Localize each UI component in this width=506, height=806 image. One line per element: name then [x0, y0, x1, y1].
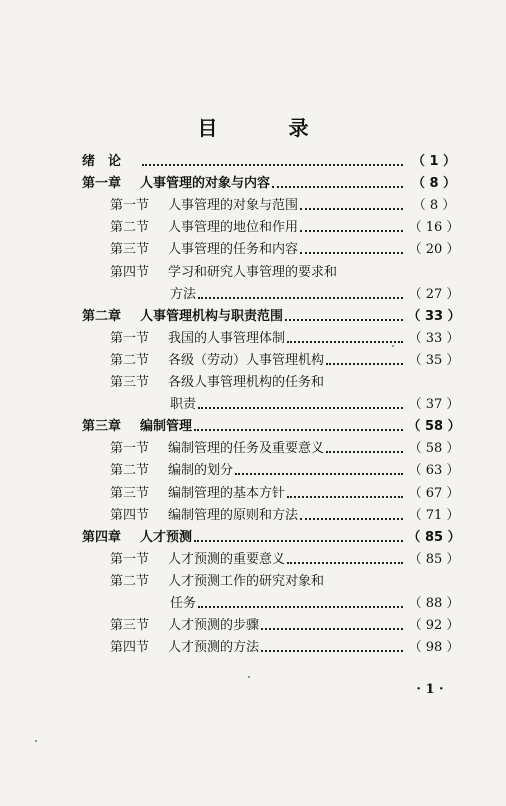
toc-entry-title: 各级（劳动）人事管理机构 [168, 353, 325, 368]
toc-entry-title: 编制管理 [140, 419, 193, 434]
toc-chapter-row [82, 172, 463, 194]
toc-entry-title: 职责 [170, 397, 197, 412]
toc-entry-title: 人才预测的重要意义 [168, 552, 286, 567]
toc-section-row [110, 238, 463, 260]
toc-section-row [110, 371, 463, 393]
toc-entry-number: 第二节 [110, 220, 150, 235]
toc-dot-leader [285, 311, 403, 321]
toc-dot-leader [300, 200, 403, 210]
toc-dot-leader [300, 222, 403, 232]
toc-entry-number: 第二节 [110, 353, 150, 368]
toc-entry-number: 第三节 [110, 375, 150, 390]
toc-dot-leader [198, 289, 403, 299]
page-title: 目 录 [197, 116, 341, 140]
toc-section-row [110, 437, 463, 459]
toc-page-number: （ 63 ） [408, 463, 460, 478]
toc-page-number: （ 37 ） [408, 397, 460, 412]
toc-dot-leader [300, 510, 403, 520]
toc-page-number: （ 58 ） [407, 419, 461, 434]
toc-dot-leader [287, 554, 403, 564]
toc-entry-title: 编制管理的任务及重要意义 [168, 441, 325, 456]
toc-section-row [110, 216, 463, 238]
toc-entry-title: 人才预测的步骤 [168, 618, 260, 633]
toc-chapter-row [82, 415, 463, 437]
toc-entry-number: 第一章 [82, 176, 122, 191]
toc-section-row [110, 194, 463, 216]
toc-page-number: （ 8 ） [411, 176, 457, 191]
toc-page-number: （ 85 ） [408, 552, 460, 567]
toc-dot-leader [194, 532, 403, 542]
toc-section-row [110, 459, 463, 481]
toc-dot-leader [326, 355, 403, 365]
toc-dot-leader [326, 443, 403, 453]
toc-page-number: （ 33 ） [408, 331, 460, 346]
page-folio: · 1 · [416, 682, 444, 697]
toc-entry-title: 编制管理的基本方针 [168, 486, 286, 501]
toc-dot-leader [287, 488, 403, 498]
toc-chapter-row [82, 526, 463, 548]
toc-section-row [110, 261, 463, 283]
toc-dot-leader [300, 244, 403, 254]
toc-entry-number: 绪 论 [82, 154, 122, 169]
toc-section-row [110, 482, 463, 504]
toc-page-number: （ 16 ） [408, 220, 460, 235]
toc-entry-title: 人事管理的地位和作用 [168, 220, 299, 235]
toc-entry-number: 第一节 [110, 441, 150, 456]
toc-entry-title: 方法 [170, 287, 197, 302]
print-speck [392, 345, 394, 347]
toc-continuation-row [170, 393, 463, 415]
toc-dot-leader [235, 465, 403, 475]
toc-page-number: （ 58 ） [408, 441, 460, 456]
toc-entry-title: 人才预测的方法 [168, 640, 260, 655]
toc-entry-title: 人才预测工作的研究对象和 [168, 574, 325, 589]
toc-section-row [110, 636, 463, 658]
toc-entry-number: 第四节 [110, 640, 150, 655]
toc-section-row [110, 548, 463, 570]
toc-entry-title: 各级人事管理机构的任务和 [168, 375, 325, 390]
toc-dot-leader [198, 399, 403, 409]
toc-section-row [110, 570, 463, 592]
toc-continuation-row [170, 283, 463, 305]
toc-dot-leader [272, 178, 403, 188]
toc-entry-title: 人才预测 [140, 530, 193, 545]
toc-entry-number: 第四节 [110, 508, 150, 523]
toc-entry-number: 第二章 [82, 309, 122, 324]
toc-entry-number: 第三章 [82, 419, 122, 434]
toc-continuation-row [170, 592, 463, 614]
toc-entry-title: 编制的划分 [168, 463, 234, 478]
toc-entry-title: 任务 [170, 596, 197, 611]
toc-entry-number: 第四章 [82, 530, 122, 545]
toc-entry-number: 第四节 [110, 265, 150, 280]
toc-entry-number: 第二节 [110, 574, 150, 589]
toc-chapter-row [82, 305, 463, 327]
toc-page-number: （ 1 ） [411, 154, 457, 169]
toc-entry-number: 第三节 [110, 486, 150, 501]
toc-page-number: （ 85 ） [407, 530, 461, 545]
toc-entry-title: 人事管理的对象与内容 [140, 176, 271, 191]
toc-section-row [110, 504, 463, 526]
toc-dot-leader [194, 421, 403, 431]
toc-entry-number: 第一节 [110, 552, 150, 567]
toc-entry-title: 编制管理的原则和方法 [168, 508, 299, 523]
toc-entry-number: 第三节 [110, 618, 150, 633]
toc-page-number: （ 33 ） [407, 309, 461, 324]
toc-page-number: （ 8 ） [412, 198, 456, 213]
toc-page-number: （ 20 ） [408, 242, 460, 257]
toc-dot-leader [261, 642, 403, 652]
toc-section-row [110, 614, 463, 636]
toc-entry-number: 第一节 [110, 198, 150, 213]
toc-page-number: （ 92 ） [408, 618, 460, 633]
toc-entry-number: 第一节 [110, 331, 150, 346]
toc-dot-leader [287, 333, 403, 343]
toc-section-row [110, 349, 463, 371]
toc-section-row [110, 327, 463, 349]
toc-dot-leader [142, 156, 403, 166]
toc-entry-title: 人事管理的对象与范围 [168, 198, 299, 213]
toc-chapter-row [82, 150, 463, 172]
toc-dot-leader [261, 620, 403, 630]
toc-page-number: （ 67 ） [408, 486, 460, 501]
toc-page-number: （ 88 ） [408, 596, 460, 611]
toc-page-number: （ 35 ） [408, 353, 460, 368]
toc-page-number: （ 98 ） [408, 640, 460, 655]
toc-entry-title: 学习和研究人事管理的要求和 [168, 265, 338, 280]
toc-page-number: （ 27 ） [408, 287, 460, 302]
toc-entry-title: 人事管理机构与职责范围 [140, 309, 284, 324]
print-speck [35, 740, 37, 742]
toc-dot-leader [198, 598, 403, 608]
toc-entry-number: 第三节 [110, 242, 150, 257]
toc-entry-title: 人事管理的任务和内容 [168, 242, 299, 257]
print-speck [248, 676, 250, 678]
toc-page-number: （ 71 ） [408, 508, 460, 523]
toc-entry-title: 我国的人事管理体制 [168, 331, 286, 346]
toc-entry-number: 第二节 [110, 463, 150, 478]
